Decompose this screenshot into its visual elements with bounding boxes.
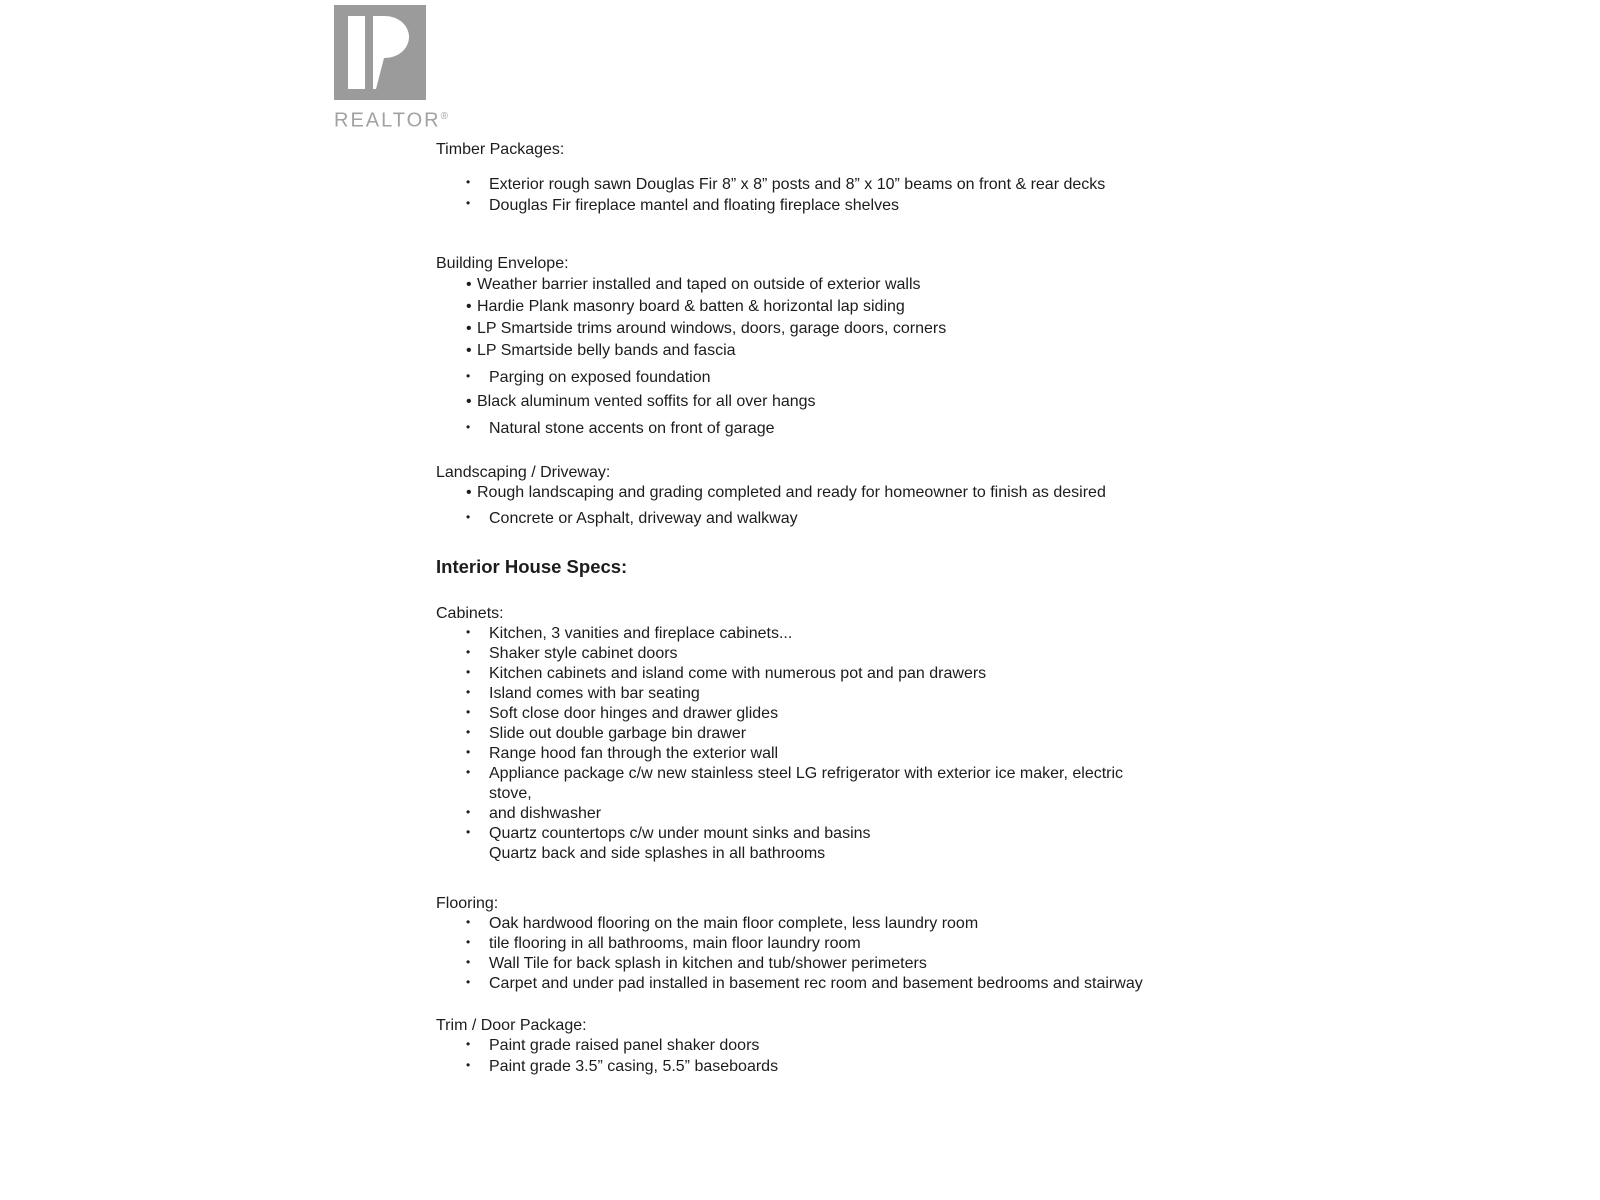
- list-item-text: Parging on exposed foundation: [489, 369, 711, 386]
- bullet-icon: •: [466, 320, 472, 337]
- bullet-icon: •: [466, 665, 471, 679]
- list-item-text: Kitchen, 3 vanities and fireplace cabinets...: [489, 625, 793, 642]
- list-item: [436, 644, 1160, 664]
- bullet-icon: •: [466, 1057, 471, 1072]
- bullet-icon: •: [466, 420, 471, 434]
- section-heading: Interior House Specs:: [436, 556, 628, 577]
- list-item-text: Wall Tile for back splash in kitchen and tub/shower perimeters: [489, 955, 927, 972]
- list-item-text: and dishwasher: [489, 805, 602, 822]
- list-item-text: LP Smartside trims around windows, doors, garage doors, corners: [477, 320, 947, 337]
- realtor-logo: [334, 5, 448, 132]
- list-item: [436, 1057, 1160, 1078]
- bullet-icon: •: [466, 745, 471, 759]
- list-item: [436, 509, 1160, 529]
- bullet-icon: •: [466, 510, 471, 524]
- list-item-text: LP Smartside belly bands and fascia: [477, 342, 736, 359]
- list-item: [436, 844, 1160, 864]
- bullet-icon: •: [466, 765, 471, 779]
- list-item: [436, 954, 1160, 974]
- list-item-text: Rough landscaping and grading completed and ready for homeowner to finish as desired: [477, 484, 1106, 501]
- bullet-icon: •: [466, 276, 472, 293]
- list-item-text: Weather barrier installed and taped on outside of exterior walls: [477, 276, 921, 293]
- section-building-envelope: [436, 254, 1160, 440]
- section-landscaping-driveway: [436, 463, 1160, 529]
- list-item: [436, 274, 1160, 296]
- list-item-text: Kitchen cabinets and island come with numerous pot and pan drawers: [489, 665, 987, 682]
- list-item: [436, 804, 1160, 824]
- list-item: [436, 318, 1160, 340]
- list-item-text: Appliance package c/w new stainless steel LG refrigerator with exterior ice maker, electric stove,: [489, 765, 1124, 802]
- list-item: [436, 974, 1160, 994]
- list-item-text: Island comes with bar seating: [489, 685, 700, 702]
- list-item: [436, 724, 1160, 744]
- realtor-wordmark-text: REALTOR: [334, 109, 441, 132]
- section-heading: Landscaping / Driveway:: [436, 464, 611, 481]
- section-heading: Timber Packages:: [436, 141, 565, 158]
- section-heading: Cabinets:: [436, 605, 504, 622]
- section-flooring: [436, 894, 1160, 994]
- list-item: [436, 914, 1160, 934]
- list-item-text: tile flooring in all bathrooms, main floor laundry room: [489, 935, 861, 952]
- list-item-text: Paint grade raised panel shaker doors: [489, 1037, 760, 1054]
- bullet-icon: •: [466, 484, 472, 501]
- bullet-icon: •: [466, 196, 471, 210]
- list-item: [436, 764, 1160, 804]
- list-item: [436, 664, 1160, 684]
- list-item-text: Natural stone accents on front of garage: [489, 420, 775, 437]
- list-item: [436, 391, 1160, 413]
- list-item: [436, 340, 1160, 362]
- list-item: [436, 296, 1160, 318]
- list-item-text: Paint grade 3.5” casing, 5.5” baseboards: [489, 1057, 779, 1075]
- list-item-text: Carpet and under pad installed in basement rec room and basement bedrooms and stairway: [489, 975, 1143, 992]
- section-trim-door-package: [436, 1016, 1160, 1077]
- section-cabinets: [436, 604, 1160, 864]
- bullet-icon: •: [466, 645, 471, 659]
- bullet-icon: •: [466, 805, 471, 819]
- section-heading: Flooring:: [436, 895, 499, 912]
- list-item: [436, 1036, 1160, 1057]
- bullet-icon: •: [466, 342, 472, 359]
- spec-sheet-content: [436, 140, 1160, 1077]
- list-item-text: Black aluminum vented soffits for all over hangs: [477, 393, 816, 410]
- bullet-icon: •: [466, 705, 471, 719]
- list-item: [436, 744, 1160, 764]
- list-item: [436, 174, 1160, 195]
- bullet-icon: •: [466, 975, 471, 989]
- list-item: [436, 483, 1160, 503]
- bullet-icon: •: [466, 955, 471, 969]
- section-timber-packages: [436, 140, 1160, 216]
- bullet-icon: •: [466, 625, 471, 639]
- bullet-icon: •: [466, 915, 471, 929]
- list-item: [436, 934, 1160, 954]
- list-item-text: Slide out double garbage bin drawer: [489, 725, 747, 742]
- list-item-text: Concrete or Asphalt, driveway and walkway: [489, 510, 798, 527]
- section-heading: Building Envelope:: [436, 255, 569, 272]
- list-item-text: Hardie Plank masonry board & batten & horizontal lap siding: [477, 298, 905, 315]
- list-item-text: Quartz countertops c/w under mount sinks and basins: [489, 825, 871, 842]
- list-item: [436, 418, 1160, 440]
- list-item-text: Soft close door hinges and drawer glides: [489, 705, 779, 722]
- list-item-text: Douglas Fir fireplace mantel and floating fireplace shelves: [489, 197, 899, 214]
- list-item: [436, 684, 1160, 704]
- list-item: [436, 824, 1160, 844]
- bullet-icon: •: [466, 1037, 471, 1051]
- realtor-logo-mark: [334, 5, 426, 100]
- bullet-icon: •: [466, 725, 471, 739]
- section-interior-house-specs: [436, 555, 1160, 579]
- bullet-icon: •: [466, 298, 472, 315]
- registered-trademark-symbol: ®: [440, 111, 448, 122]
- list-item: [436, 624, 1160, 644]
- bullet-icon: •: [466, 825, 471, 839]
- bullet-icon: •: [466, 175, 471, 189]
- bullet-icon: •: [466, 685, 471, 699]
- list-item-text: Range hood fan through the exterior wall: [489, 745, 779, 762]
- list-item: [436, 195, 1160, 216]
- list-item: [436, 704, 1160, 724]
- list-item-text: Exterior rough sawn Douglas Fir 8” x 8” posts and 8” x 10” beams on front & rear decks: [489, 176, 1106, 193]
- list-item-text: Oak hardwood flooring on the main floor complete, less laundry room: [489, 915, 979, 932]
- section-heading: Trim / Door Package:: [436, 1017, 587, 1034]
- bullet-icon: •: [466, 393, 472, 410]
- bullet-icon: •: [466, 935, 471, 949]
- list-item-text: Shaker style cabinet doors: [489, 645, 678, 662]
- realtor-logo-wordmark: [334, 107, 448, 132]
- list-item: [436, 367, 1160, 389]
- list-item-text: Quartz back and side splashes in all bathrooms: [489, 845, 826, 862]
- bullet-icon: •: [466, 369, 471, 383]
